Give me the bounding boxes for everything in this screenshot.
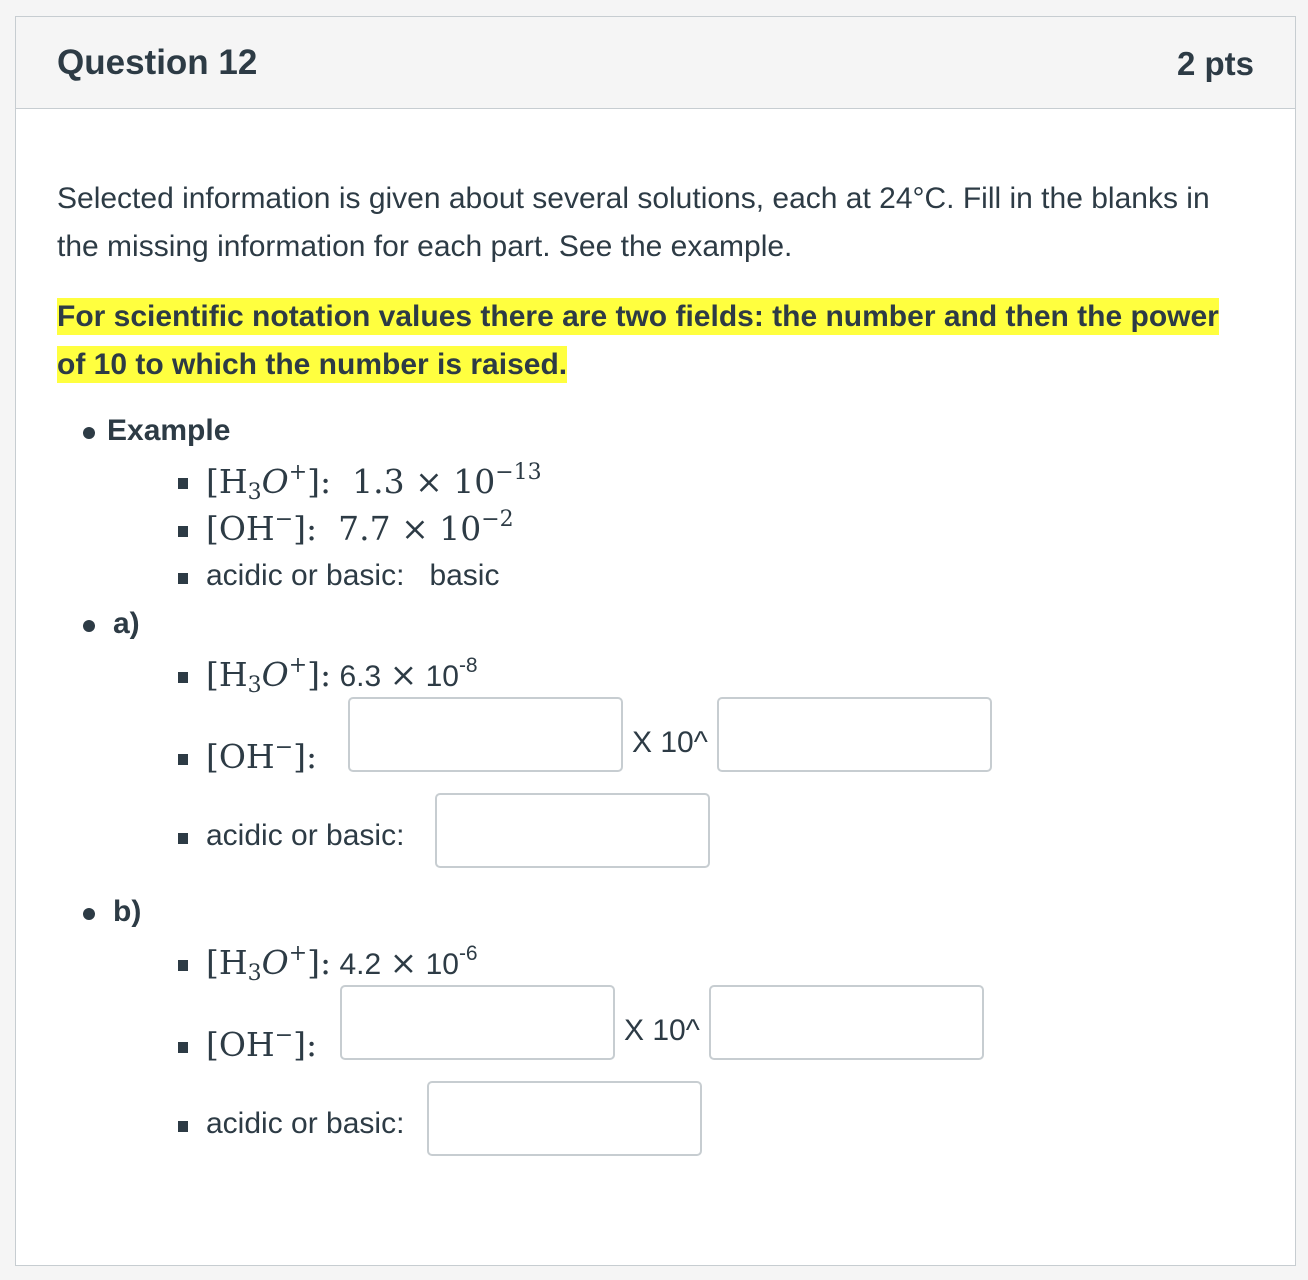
bullet-icon (83, 908, 95, 920)
square-bullet-icon (178, 526, 188, 537)
highlight-note (57, 293, 1257, 389)
part-a-oh-number-input[interactable] (348, 697, 623, 772)
square-bullet-icon (178, 672, 188, 683)
part-a-acid-label: acidic or basic: (206, 819, 405, 852)
part-b-x10-label: X 10^ (624, 1014, 700, 1047)
example-h3o-line: $[H_3O^+]$: $1.3 \times 10^{-13}$ (206, 460, 542, 505)
part-b-acid-input[interactable] (427, 1081, 702, 1156)
part-b-oh-number-input[interactable] (340, 985, 615, 1060)
square-bullet-icon (178, 833, 188, 844)
highlight-line-1: For scientific notation values there are two fields: the number and then the power (57, 300, 1219, 333)
part-b-oh-power-input[interactable] (709, 985, 984, 1060)
example-h3o-exp: −13 (495, 460, 542, 485)
square-bullet-icon (178, 573, 188, 584)
example-h3o-value: 1.3 × 10 (352, 462, 496, 501)
bullet-icon (83, 620, 95, 632)
example-label: Example (107, 414, 231, 447)
bullet-icon (83, 427, 95, 439)
question-header (16, 17, 1295, 109)
question-points: 2 pts (1176, 45, 1254, 82)
square-bullet-icon (178, 1042, 188, 1053)
question-intro: Selected information is given about several solutions, each at 24°C. Fill in the blanks in the missing information for each part. See the example. (57, 182, 1210, 263)
part-a-oh-power-input[interactable] (717, 697, 992, 772)
part-b-h3o-value: $4.2 \times 10^{-6}$ (339, 942, 478, 982)
example-acid-value: basic (429, 559, 500, 592)
example-acid-label: acidic or basic: (206, 559, 405, 592)
question-card (15, 16, 1296, 1266)
part-a-acid-input[interactable] (435, 793, 710, 868)
example-oh-value: 7.7 × 10 (338, 509, 482, 548)
part-b-oh-label: [OH−]: (206, 1023, 318, 1064)
question-title: Question 12 (57, 43, 258, 82)
square-bullet-icon (178, 1121, 188, 1132)
example-acid-line (206, 559, 499, 593)
example-oh-exp: −2 (481, 507, 514, 532)
highlight-line-2: of 10 to which the number is raised. (57, 348, 568, 381)
part-a-x10-label: X 10^ (632, 726, 708, 759)
part-a-h3o-line: $[H_3O^+]$: $6.3 \times 10^{-8}$ (206, 653, 478, 698)
square-bullet-icon (178, 960, 188, 971)
part-a-h3o-value: $6.3 \times 10^{-8}$ (339, 654, 478, 694)
square-bullet-icon (178, 478, 188, 489)
example-oh-line: [OH−]: $7.7 \times 10^{-2}$ (206, 507, 514, 548)
part-b-label: b) (113, 895, 142, 928)
part-b-h3o-line: $[H_3O^+]$: $4.2 \times 10^{-6}$ (206, 941, 478, 986)
part-a-oh-label: [OH−]: (206, 735, 318, 776)
square-bullet-icon (178, 754, 188, 765)
part-b-acid-label: acidic or basic: (206, 1107, 405, 1140)
part-a-label: a) (113, 607, 140, 640)
